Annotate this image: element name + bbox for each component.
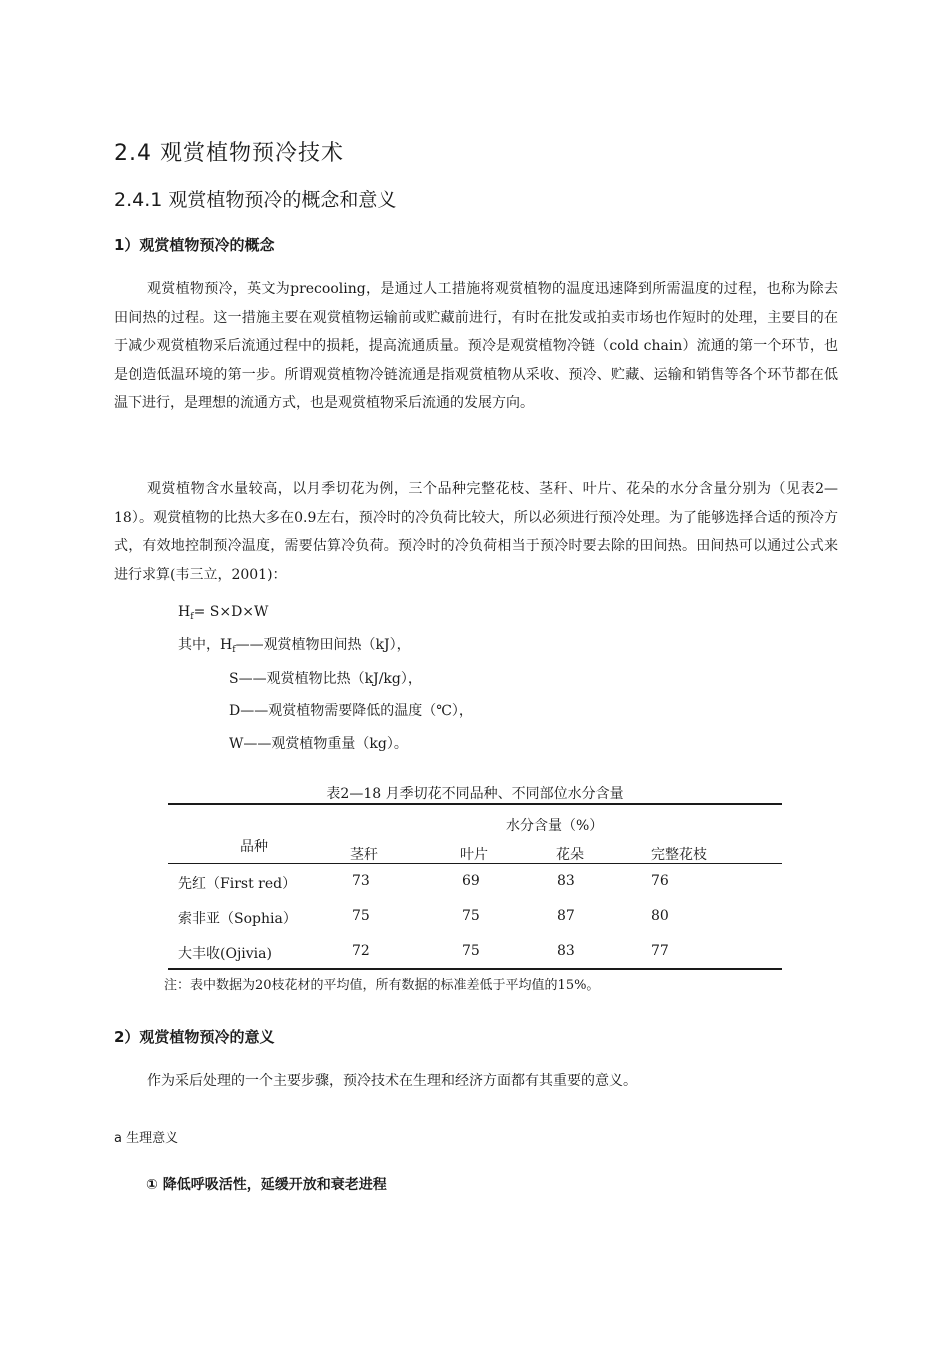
- table-cell: 83: [557, 873, 575, 889]
- formula-def-s: [229, 668, 422, 688]
- table-cell: 80: [651, 908, 669, 924]
- def-text: ——观赏植物需要降低的温度（℃），: [240, 703, 473, 719]
- subsection-title: 2.4.1 观赏植物预冷的概念和意义: [114, 189, 397, 211]
- table-row-header: 品种: [240, 839, 268, 855]
- def-text: ——观赏植物重量（kg）。: [243, 736, 408, 752]
- table-cell: 75: [462, 908, 480, 924]
- table-note: 注：表中数据为20枝花材的平均值，所有数据的标准差低于平均值的15%。: [164, 978, 600, 993]
- def-symbol: H: [220, 637, 233, 653]
- table-cell: 87: [557, 908, 575, 924]
- table-cell: 83: [557, 943, 575, 959]
- subheading-physiological: a 生理意义: [114, 1131, 179, 1146]
- formula-def-d: [229, 700, 473, 720]
- table-cell: 69: [462, 873, 480, 889]
- table-col-header: 叶片: [460, 847, 488, 863]
- formula-def-w: [229, 733, 408, 753]
- table-top-rule: [168, 803, 782, 805]
- def-text: ——观赏植物比热（kJ/kg），: [238, 671, 422, 687]
- def-symbol: W: [229, 736, 244, 752]
- table-cell: 76: [651, 873, 669, 889]
- table-row-name: 先红（First red）: [178, 876, 297, 892]
- table-group-header: 水分含量（%）: [506, 818, 604, 834]
- table-row-name: 索非亚（Sophia）: [178, 911, 297, 927]
- formula-lhs-sub: f: [190, 612, 194, 622]
- def-symbol: D: [229, 703, 241, 719]
- heading-significance: 2）观赏植物预冷的意义: [114, 1028, 275, 1046]
- heading-concept: 1）观赏植物预冷的概念: [114, 236, 275, 254]
- table-caption: 表2—18 月季切花不同品种、不同部位水分含量: [326, 786, 624, 802]
- table-col-header: 花朵: [556, 847, 584, 863]
- formula-lhs: H: [178, 604, 191, 620]
- def-symbol-sub: f: [232, 645, 236, 655]
- paragraph-water-content: 观赏植物含水量较高，以月季切花为例，三个品种完整花枝、茎秆、叶片、花朵的水分含量分别为（见表2—18）。观赏植物的比热大多在0.9左右，预冷时的冷负荷比较大，所以必须进行预冷处理。为了能够选择合适的预冷方式，有效地控制预冷温度，需要估算冷负荷。预冷时的冷负荷相当于预冷时要去除的田间热。田间热可以通过公式来进行求算(韦三立，2001)：: [114, 481, 838, 583]
- def-text: ——观赏植物田间热（kJ），: [235, 637, 411, 653]
- section-title: 2.4 观赏植物预冷技术: [114, 141, 344, 166]
- table-header-rule: [168, 863, 782, 864]
- table-bottom-rule: [168, 968, 782, 970]
- table-col-header: 茎秆: [350, 847, 378, 863]
- formula-rhs: = S×D×W: [193, 604, 269, 620]
- formula-def-hf: [178, 634, 411, 655]
- where-prefix: 其中，: [178, 637, 220, 653]
- table-row-name: 大丰收(Ojivia): [178, 946, 272, 962]
- paragraph-concept: 观赏植物预冷，英文为precooling，是通过人工措施将观赏植物的温度迅速降到所需温度的过程，也称为除去田间热的过程。这一措施主要在观赏植物运输前或贮藏前进行，有时在批发或拍卖市场也作短时的处理，主要目的在于减少观赏植物采后流通过程中的损耗，提高流通质量。预冷是观赏植物冷链（cold chain）流通的第一个环节，也是创造低温环境的第一步。所谓观赏植物冷链流通是指观赏植物从采收、预冷、贮藏、运输和销售等各个环节都在低温下进行，是理想的流通方式，也是观赏植物采后流通的发展方向。: [114, 281, 838, 412]
- paragraph-significance: 作为采后处理的一个主要步骤，预冷技术在生理和经济方面都有其重要的意义。: [147, 1073, 637, 1089]
- field-heat-formula: [178, 604, 268, 622]
- table-cell: 73: [352, 873, 370, 889]
- def-symbol: S: [229, 671, 239, 687]
- table-cell: 75: [462, 943, 480, 959]
- table-cell: 72: [352, 943, 370, 959]
- table-cell: 77: [651, 943, 669, 959]
- table-cell: 75: [352, 908, 370, 924]
- table-col-header: 完整花枝: [651, 847, 707, 863]
- item-reduce-respiration: ① 降低呼吸活性，延缓开放和衰老进程: [146, 1177, 387, 1193]
